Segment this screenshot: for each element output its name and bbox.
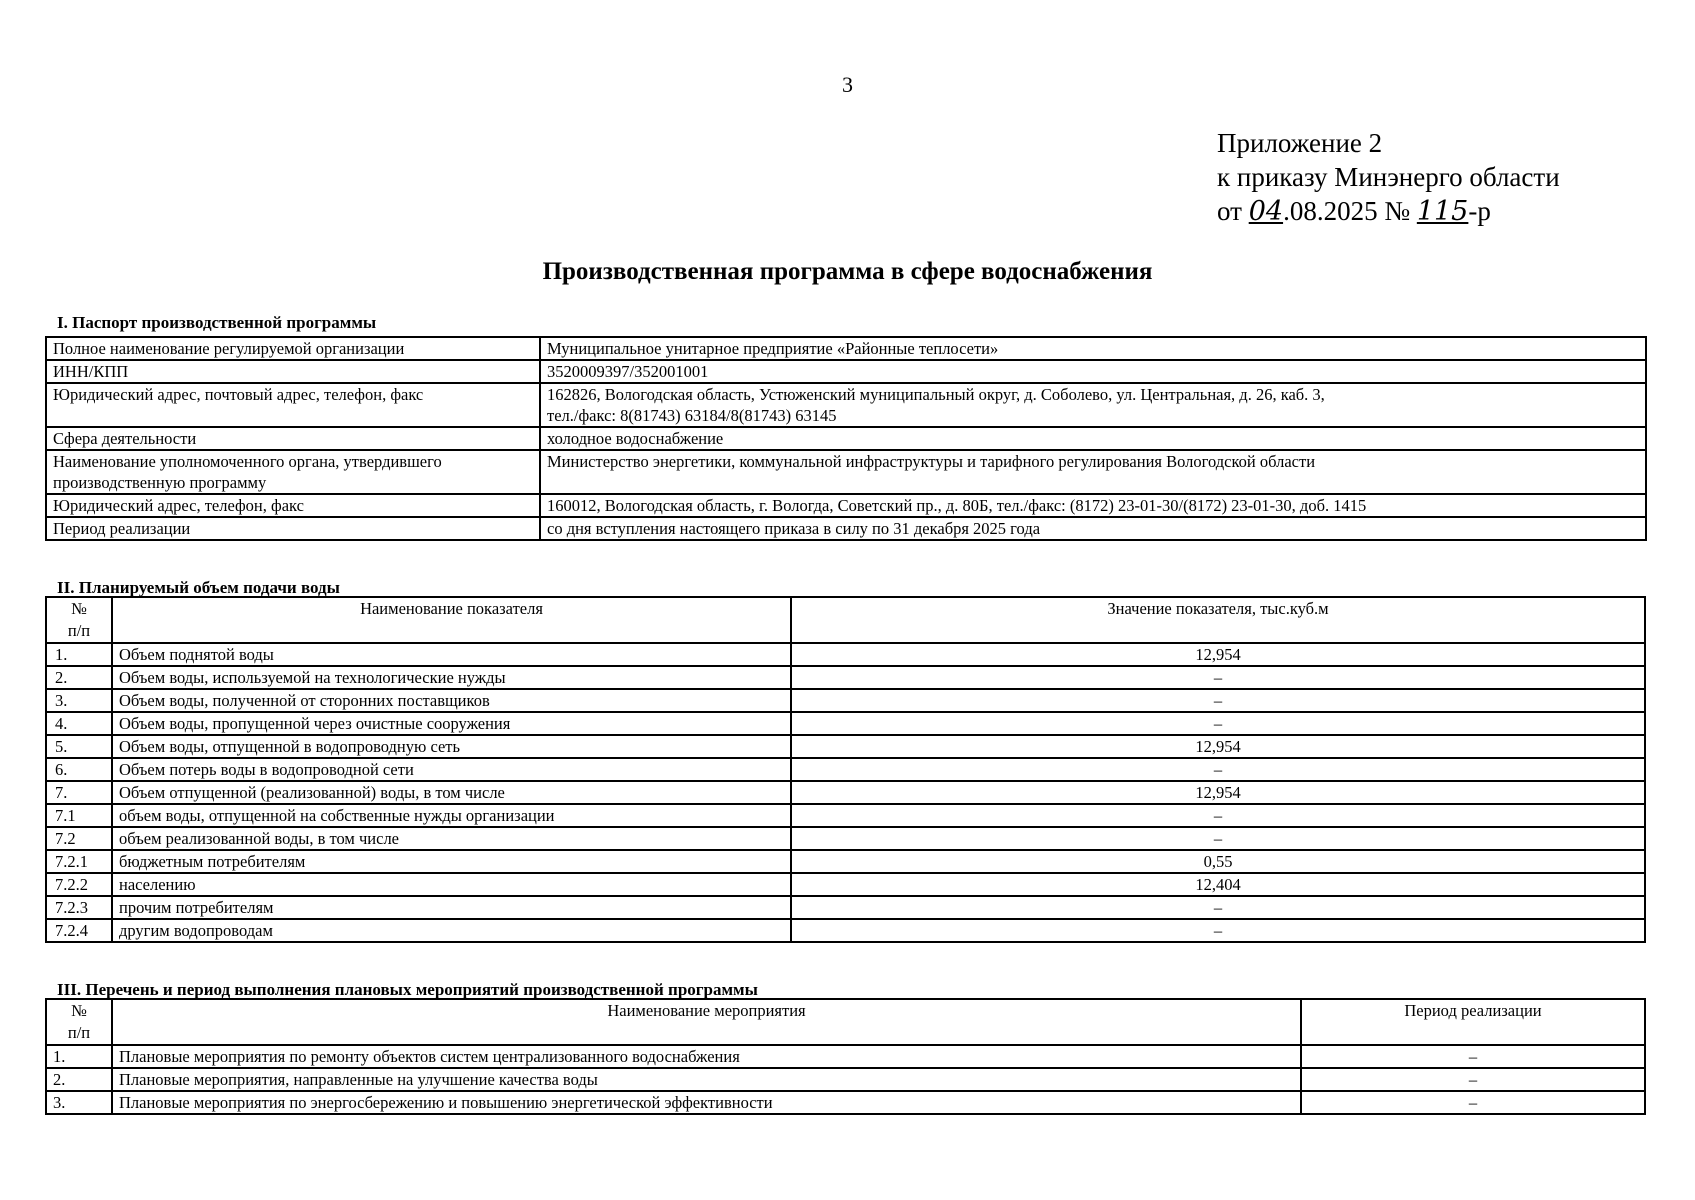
column-header-no [46,999,112,1045]
indicator-value: – [791,758,1645,781]
passport-key-cell [46,450,540,494]
measures-table-body [46,1045,1645,1114]
table-row [46,758,1645,781]
table-row [46,360,1646,383]
table-row [46,450,1646,494]
indicator-value: – [791,712,1645,735]
row-number: 5. [46,735,112,758]
row-number: 7.2.4 [46,919,112,942]
table-row [46,827,1645,850]
passport-value: Министерство энергетики, коммунальной инфраструктуры и тарифного регулирования Вологодской области [540,450,1646,494]
table-row [46,666,1645,689]
indicator-value: – [791,827,1645,850]
passport-heading: I. Паспорт производственной программы [57,313,377,332]
row-number: 2. [46,1068,112,1091]
table-row [46,337,1646,360]
row-number: 3. [46,689,112,712]
passport-value-line-2: тел./факс: 8(81743) 63184/8(81743) 63145 [547,406,837,425]
indicator-value: 12,404 [791,873,1645,896]
appendix-date-line [1217,194,1560,229]
row-number: 7. [46,781,112,804]
table-row [46,919,1645,942]
row-number: 7.2 [46,827,112,850]
table-row [46,712,1645,735]
indicator-value: – [791,896,1645,919]
passport-value: со дня вступления настоящего приказа в силу по 31 декабря 2025 года [540,517,1646,540]
passport-key: Полное наименование регулируемой организации [46,337,540,360]
passport-value: 3520009397/352001001 [540,360,1646,383]
measures-heading: III. Перечень и период выполнения плановых мероприятий производственной программы [57,980,758,999]
measure-period: – [1301,1045,1645,1068]
row-number: 7.2.1 [46,850,112,873]
table-row [46,850,1645,873]
passport-value: холодное водоснабжение [540,427,1646,450]
volume-heading: II. Планируемый объем подачи воды [57,578,340,597]
table-row [46,896,1645,919]
indicator-name: объем реализованной воды, в том числе [112,827,791,850]
measure-period: – [1301,1091,1645,1114]
document-title: Производственная программа в сфере водоснабжения [542,258,1153,285]
measure-name: Плановые мероприятия, направленные на улучшение качества воды [112,1068,1301,1091]
indicator-name: Объем воды, пропущенной через очистные сооружения [112,712,791,735]
column-header-no [46,597,112,643]
volume-table-body [46,643,1645,942]
table-row [46,804,1645,827]
indicator-value: – [791,804,1645,827]
volume-table [45,596,1646,943]
passport-key: Юридический адрес, телефон, факс [46,494,540,517]
passport-table [45,336,1647,541]
indicator-name: объем воды, отпущенной на собственные нужды организации [112,804,791,827]
passport-key: Период реализации [46,517,540,540]
indicator-name: другим водопроводам [112,919,791,942]
measure-name: Плановые мероприятия по ремонту объектов систем централизованного водоснабжения [112,1045,1301,1068]
row-number: 3. [46,1091,112,1114]
table-row [46,383,1646,427]
indicator-name: Объем отпущенной (реализованной) воды, в том числе [112,781,791,804]
passport-value-cell [540,383,1646,427]
column-header-no-line-2: п/п [67,621,91,640]
table-row [46,781,1645,804]
indicator-name: населению [112,873,791,896]
table-row [46,427,1646,450]
indicator-name: Объем потерь воды в водопроводной сети [112,758,791,781]
date-prefix: от [1217,196,1249,226]
table-row [46,689,1645,712]
passport-key: Юридический адрес, почтовый адрес, телефон, факс [46,383,540,427]
indicator-value: 0,55 [791,850,1645,873]
row-number: 7.2.3 [46,896,112,919]
table-row [46,1068,1645,1091]
handwritten-day: 04 [1248,196,1284,227]
table-row [46,494,1646,517]
row-number: 7.1 [46,804,112,827]
table-header-row [46,597,1645,643]
page-number: 3 [842,72,853,97]
row-number: 1. [46,643,112,666]
table-row [46,735,1645,758]
table-row [46,1091,1645,1114]
row-number: 6. [46,758,112,781]
row-number: 2. [46,666,112,689]
passport-value: 162826, Вологодская область, Устюженский муниципальный округ, д. Соболево, ул. Центральная, д. 26, каб. 3, [547,385,1325,404]
indicator-name: прочим потребителям [112,896,791,919]
row-number: 4. [46,712,112,735]
indicator-value: – [791,689,1645,712]
appendix-line-2: к приказу Минэнерго области [1217,162,1560,192]
indicator-name: Объем воды, полученной от сторонних поставщиков [112,689,791,712]
table-header-row [46,999,1645,1045]
measures-table [45,998,1646,1115]
passport-key-line-2: производственную программу [53,473,267,492]
measure-name: Плановые мероприятия по энергосбережению и повышению энергетической эффективности [112,1091,1301,1114]
column-header-no-line-1: № [71,599,87,618]
column-header-name: Наименование мероприятия [112,999,1301,1045]
measure-period: – [1301,1068,1645,1091]
appendix-header [1217,126,1560,229]
table-row [46,517,1646,540]
indicator-value: – [791,919,1645,942]
table-row [46,1045,1645,1068]
indicator-name: бюджетным потребителям [112,850,791,873]
passport-value: Муниципальное унитарное предприятие «Районные теплосети» [540,337,1646,360]
appendix-line-1: Приложение 2 [1217,128,1383,158]
column-header-name: Наименование показателя [112,597,791,643]
table-row [46,643,1645,666]
column-header-no-line-2: п/п [67,1023,91,1042]
row-number: 1. [46,1045,112,1068]
indicator-value: 12,954 [791,781,1645,804]
passport-key: Сфера деятельности [46,427,540,450]
indicator-value: – [791,666,1645,689]
passport-key: Наименование уполномоченного органа, утвердившего [53,452,442,471]
indicator-name: Объем воды, отпущенной в водопроводную сеть [112,735,791,758]
column-header-value: Значение показателя, тыс.куб.м [791,597,1645,643]
row-number: 7.2.2 [46,873,112,896]
indicator-name: Объем воды, используемой на технологические нужды [112,666,791,689]
number-suffix: -р [1468,196,1491,226]
indicator-name: Объем поднятой воды [112,643,791,666]
column-header-period: Период реализации [1301,999,1645,1045]
date-rest: .08.2025 № [1283,196,1417,226]
passport-value: 160012, Вологодская область, г. Вологда, Советский пр., д. 80Б, тел./факс: (8172) 23-01-30/(8172) 23-01-30, доб. 1415 [540,494,1646,517]
table-row [46,873,1645,896]
column-header-no-line-1: № [71,1001,87,1020]
indicator-value: 12,954 [791,735,1645,758]
passport-key: ИНН/КПП [46,360,540,383]
indicator-value: 12,954 [791,643,1645,666]
handwritten-order-number: 115 [1416,196,1469,227]
